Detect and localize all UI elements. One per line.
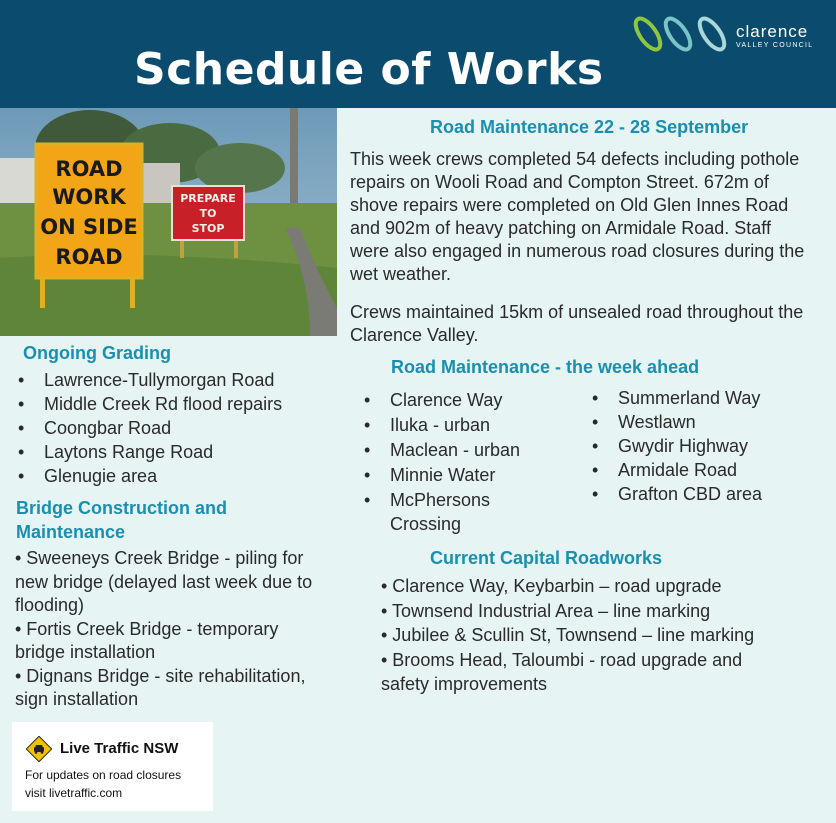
grading-title: Ongoing Grading	[23, 343, 171, 363]
bridge-list	[15, 547, 325, 712]
grading-list	[44, 368, 282, 488]
list-item: • Dignans Bridge - site rehabilitation, sign installation	[15, 665, 306, 709]
list-item: • Maclean - urban	[390, 438, 590, 462]
list-item: • Summerland Way	[618, 386, 818, 410]
list-item: • Jubilee & Scullin St, Townsend – line marking	[381, 625, 755, 645]
live-traffic-line-1: For updates on road closures	[25, 768, 182, 782]
week-ahead-list-2	[618, 386, 818, 506]
list-item: • Townsend Industrial Area – line marking	[381, 600, 711, 621]
logo-name: clarence	[736, 22, 809, 41]
week-ahead-list-1	[390, 388, 590, 537]
capital-title: Current Capital Roadworks	[430, 548, 663, 568]
small-sign-line-2: TO	[199, 207, 217, 220]
list-item: • Middle Creek Rd flood repairs	[44, 392, 282, 416]
list-item: • Brooms Head, Taloumbi - road upgrade and safety improvements	[381, 649, 743, 694]
list-item: • Clarence Way	[390, 388, 590, 412]
week-ahead-title: Road Maintenance - the week ahead	[391, 357, 700, 377]
capital-list	[381, 574, 801, 697]
list-item: • Armidale Road	[618, 458, 818, 482]
sign-line-2: WORK	[52, 185, 126, 209]
page-title: Schedule of Works	[134, 44, 604, 95]
list-item: • Gwydir Highway	[618, 434, 818, 458]
list-item: • Iluka - urban	[390, 413, 590, 437]
list-item: • Grafton CBD area	[618, 482, 818, 506]
live-traffic-panel[interactable]	[12, 722, 213, 811]
sign-line-1: ROAD	[55, 157, 123, 181]
roadwork-photo	[0, 108, 337, 336]
car-warning-icon	[26, 736, 52, 762]
logo-subtitle: VALLEY COUNCIL	[736, 42, 814, 49]
small-sign-line-1: PREPARE	[180, 192, 236, 205]
list-item: • Laytons Range Road	[44, 440, 282, 464]
maintenance-paragraph-1: This week crews completed 54 defects including pothole repairs on Wooli Road and Compton Street. 672m of shove repairs were completed on Old Glen Innes Road and 902m of heavy patching on Armidale Road. Staff were also engaged in numerous road closures during the wet weather.	[350, 149, 805, 284]
list-item: • Westlawn	[618, 410, 818, 434]
list-item: • Lawrence-Tullymorgan Road	[44, 368, 282, 392]
list-item: • Minnie Water	[390, 463, 590, 487]
list-item: • Clarence Way, Keybarbin – road upgrade	[381, 576, 722, 596]
small-sign-line-3: STOP	[191, 222, 225, 235]
maintenance-title: Road Maintenance 22 - 28 September	[430, 117, 749, 137]
list-item: • Sweeneys Creek Bridge - piling for new bridge (delayed last week due to flooding)	[15, 548, 313, 615]
list-item: • Fortis Creek Bridge - temporary bridge installation	[15, 618, 279, 662]
bridge-title: Bridge Construction and Maintenance	[16, 498, 227, 542]
sign-line-3: ON SIDE	[40, 215, 138, 239]
maintenance-paragraph-2: Crews maintained 15km of unsealed road throughout the Clarence Valley.	[350, 302, 804, 345]
live-traffic-link[interactable]: visit livetraffic.com	[25, 786, 123, 800]
list-item: • Glenugie area	[44, 464, 282, 488]
live-traffic-title: Live Traffic NSW	[60, 740, 179, 757]
header-banner	[0, 0, 836, 108]
list-item: • Coongbar Road	[44, 416, 282, 440]
sign-line-4: ROAD	[55, 245, 123, 269]
list-item: • McPhersons Crossing	[390, 488, 500, 536]
